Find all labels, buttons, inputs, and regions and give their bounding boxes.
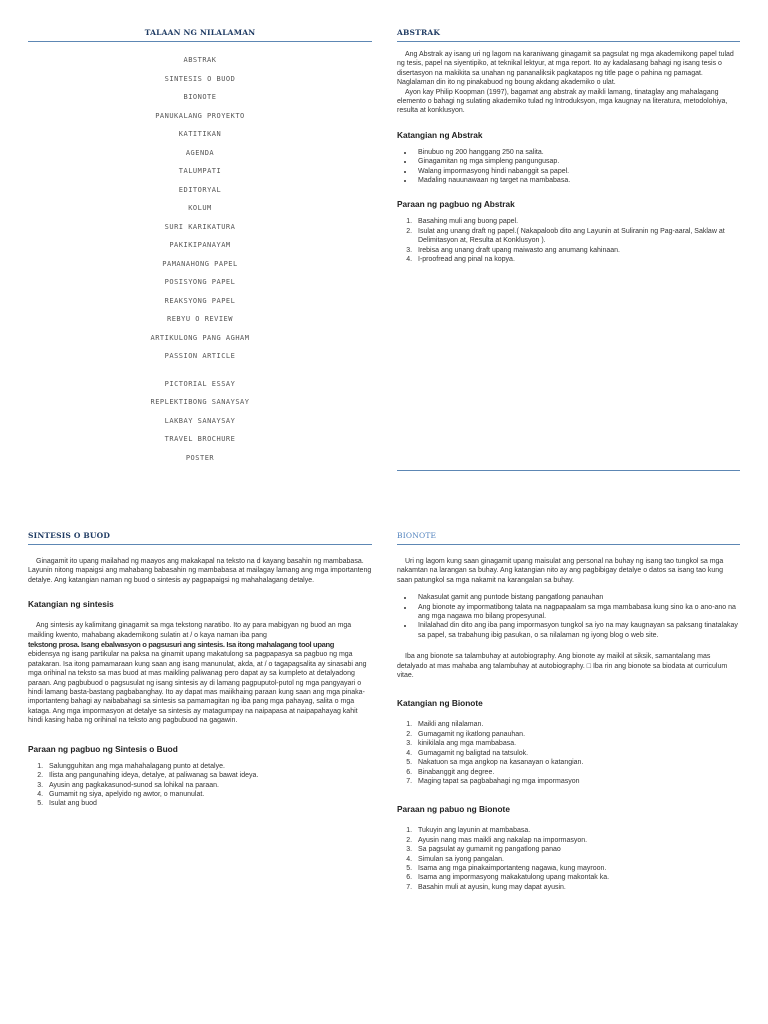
list-item: 3. kinikilala ang mga mambabasa. (414, 739, 740, 748)
list-item: 2. Ayusin nang mas maikli ang nakalap na impormasyon. (414, 836, 740, 845)
list-item: 7. Maging tapat sa pagbabahagi ng mga impormasyon (414, 777, 740, 786)
list-item: 1. Maikli ang nilalaman. (414, 720, 740, 729)
list-item: 6. Isama ang impormasyong makakatulong upang makontak ka. (414, 873, 740, 882)
list-item: 4. Gumagamit ng baligtad na tatsulok. (414, 749, 740, 758)
toc-item[interactable]: PICTORIAL ESSAY (164, 379, 236, 388)
list-item: 5. Isulat ang buod (45, 799, 372, 808)
bionote-bullet-list (397, 593, 740, 640)
sintesis-paraan-list (28, 762, 372, 809)
list-item: 1. Salungguhitan ang mga mahahalagang punto at detalye. (45, 762, 372, 771)
list-item: 4. I-proofread ang pinal na kopya. (414, 255, 740, 264)
list-item: • Ang bionote ay impormatibong talata na nagpapaalam sa mga mambabasa kung sino ka o ano-ano na ang mga nagawa mo bilang propesyunal. (414, 603, 740, 622)
list-item: 5. Isama ang mga pinakaimportanteng nagawa, kung mayroon. (414, 864, 740, 873)
sintesis-intro: Ginagamit ito upang mailahad ng maayos ang makakapal na teksto na d kayang basahin ng mambabasa. Layunin nitong mapaigsi ang mahabang babasahin ng mambabasa at mailagay lamang ang mga importanteng detalye. Ang katangian naman ng buod o sintesis ay pagpapaigsi ng mahahalagang detalye. (28, 558, 372, 584)
toc-item[interactable]: KATITIKAN (178, 130, 222, 138)
toc-item[interactable]: EDITORYAL (178, 185, 222, 194)
list-item: 1. Basahing muli ang buong papel. (414, 217, 740, 226)
toc-item[interactable]: REBYU O REVIEW (166, 315, 233, 323)
toc-title: TALAAN NG NILALAMAN (28, 28, 372, 42)
bionote-intro: Uri ng lagom kung saan ginagamit upang maisulat ang personal na buhay ng isang tao tungkol sa mga nakamtan na larangan sa buhay. Ang katangian nito ay ang pagbibigay detalye o datos sa isang tao kung saan patungkol sa mga nakamit na karangalan sa buhay. (397, 558, 724, 584)
list-item: 2. Isulat ang unang draft ng papel.( Nakapaloob dito ang Layunin at Suliranin ng Pag-aaral, Saklaw at Delimitasyon at, Resulta at Konklusyon ). (414, 227, 740, 246)
list-item: 3. Sa pagsulat ay gumamit ng pangatlong panao (414, 845, 740, 854)
bionote-katangian-heading: Katangian ng Bionote (397, 698, 483, 709)
sintesis-title: SINTESIS O BUOD (28, 531, 372, 545)
list-item: • Binubuo ng 200 hanggang 250 na salita. (414, 148, 740, 157)
sintesis-katangian-part-2: ebidensya ng isang partikular na paksa na ginamit upang makatulong sa pagpapasya sa pagbuo ng mga patakaran. Isa itong pamamaraan kung saan ang isang manunulat, akda, at / o tagapagsalita ay sinasabi ang mga orihinal na teksto sa mas buod at mas maikling paliwanag pero dapat ay sa kumpleto at detalyadong paraan. Ang pagbubuod o pagsusulat ng isang sintesis ay di lamang pagpuputol-putol ng mga pangyayari o hindi lamang basta-bastang pagbabanghay. Ito ay dapat mas maiikhaing paraan kung saan ang mga pinaka-importanteng bahagi ay naibabahagi sa sintesis sa pamamagitan ng iba pang mga pahayag, salita o mga kataga. Ang mga impormasyon at detalye sa sintesis ay matagumpay na naipapasa at naipapahayag kahit hindi kasing haba ng orihinal na teksto ang pagbubuod na gagawin. (28, 651, 367, 725)
toc-item[interactable]: REAKSYONG PAPEL (164, 296, 236, 305)
list-item: 6. Binabanggit ang degree. (414, 768, 740, 777)
list-item: 4. Simulan sa iyong pangalan. (414, 855, 740, 864)
bionote-paraan-heading: Paraan ng pabuo ng Bionote (397, 804, 510, 815)
sintesis-katangian-heading: Katangian ng sintesis (28, 599, 114, 610)
list-item: • Inilalahad din dito ang iba pang impormasyon tungkol sa iyo na may kaugnayan sa paksang tinatalakay sa papel, sa trabahung ibig pasukan, o sa nilalaman ng iyong blog o web site. (414, 621, 740, 640)
abstrak-paraan-heading: Paraan ng pagbuo ng Abstrak (397, 199, 515, 210)
abstrak-katangian-list (397, 148, 740, 186)
sintesis-katangian-part-1: Ang sintesis ay kalimitang ginagamit sa mga tekstong naratibo. Ito ay para mabigyan ng buod an mga maikling kwento, mahabang akademikong sulatin at / o kaya naman iba pang (28, 622, 352, 639)
list-item: 3. Ayusin ang pagkakasunod-sunod sa lohikal na paraan. (45, 781, 372, 790)
toc-item[interactable]: POSISYONG PAPEL (164, 278, 236, 286)
sintesis-katangian-text (28, 621, 372, 725)
toc-item[interactable]: SURI KARIKATURA (164, 222, 236, 231)
list-item: 1. Tukuyin ang layunin at mambabasa. (414, 826, 740, 835)
toc-item[interactable]: ABSTRAK (183, 56, 217, 64)
toc-item[interactable]: BIONOTE (183, 93, 217, 101)
list-item: 2. Ilista ang pangunahing ideya, detalye, at paliwanag sa bawat ideya. (45, 771, 372, 780)
abstrak-intro: Ang Abstrak ay isang uri ng lagom na karaniwang ginagamit sa pagsulat ng mga akademikong papel tulad ng tesis, papel na siyentipiko, at teknikal lektyur, at mga report. Ito ay kadalasang bahagi ng isang tesis o disertasyon na makikita sa unahan ng pananaliksik pagkatapos ng title page o pahina ng pamagat. Naglalaman din ito ng pinakabuod ng boung akdang akademiko o ulat. (397, 51, 734, 87)
list-item: 7. Basahin muli at ayusin, kung may dapat ayusin. (414, 883, 740, 892)
list-item: 4. Gumamit ng siya, apelyido ng awtor, o manunulat. (45, 790, 372, 799)
abstrak-page (397, 28, 740, 471)
bionote-katangian-list (397, 720, 740, 786)
toc-item[interactable]: LAKBAY SANAYSAY (164, 416, 236, 425)
toc-list (28, 51, 372, 467)
list-item: • Walang impormasyong hindi nabanggit sa papel. (414, 167, 740, 176)
list-item: • Ginagamitan ng mga simpleng pangungusap. (414, 157, 740, 166)
sintesis-paraan-heading: Paraan ng pagbuo ng Sintesis o Buod (28, 743, 178, 754)
sintesis-page (28, 531, 372, 809)
toc-item[interactable]: ARTIKULONG PANG AGHAM (150, 333, 250, 342)
toc-item[interactable]: PASSION ARTICLE (164, 352, 236, 360)
toc-item[interactable]: PAMANAHONG PAPEL (162, 259, 238, 268)
list-item: 3. Irebisa ang unang draft upang maiwasto ang anumang kahinaan. (414, 246, 740, 255)
sintesis-katangian-cramped-line: tekstong prosa. Isang ebalwasyon o pagsusuri ang sintesis. Isa itong mahalagang tool upang (28, 640, 335, 650)
toc-item[interactable]: PANUKALANG PROYEKTO (155, 111, 245, 120)
list-item: • Nakasulat gamit ang puntode bistang pangatlong panauhan (414, 593, 740, 602)
list-item: 2. Gumagamit ng ikatlong panauhan. (414, 730, 740, 739)
bionote-title: BIONOTE (397, 531, 740, 545)
abstrak-katangian-heading: Katangian ng Abstrak (397, 129, 483, 140)
toc-item[interactable]: TRAVEL BROCHURE (164, 435, 236, 443)
toc-item[interactable]: REPLEKTIBONG SANAYSAY (150, 398, 250, 406)
toc-page (28, 28, 372, 467)
abstrak-intro-2: Ayon kay Philip Koopman (1997), bagamat ang abstrak ay maikli lamang, tinataglay ang mahalagang elemento o bahagi ng sulating akademiko tulad ng Introduksyon, mga kaugnay na literatura, metodolohiya, resulta at konklusyon. (397, 88, 728, 115)
abstrak-paraan-list (397, 217, 740, 264)
list-item: 5. Nakatuon sa mga angkop na kasanayan o katangian. (414, 758, 740, 767)
toc-item[interactable]: TALUMPATI (178, 167, 222, 175)
toc-item[interactable]: POSTER (185, 453, 215, 462)
bionote-para-2: Iba ang bionote sa talambuhay at autobiography. Ang bionote ay maikil at siksik, samantalang mas detalyado at mas mahaba ang talambuhay at autobiography. □ Iba rin ang bionote sa biodata at curriculum vitae. (397, 653, 728, 680)
abstrak-title: ABSTRAK (397, 28, 740, 42)
toc-item[interactable]: SINTESIS O BUOD (164, 74, 236, 83)
list-item: • Madaling nauunawaan ng target na mambabasa. (414, 176, 740, 185)
toc-item[interactable]: KOLUM (188, 204, 212, 212)
toc-item[interactable]: PAKIKIPANAYAM (169, 241, 231, 249)
bionote-paraan-list (397, 826, 740, 892)
page-divider (397, 470, 740, 471)
bionote-page (397, 531, 740, 892)
toc-item[interactable]: AGENDA (185, 148, 215, 157)
